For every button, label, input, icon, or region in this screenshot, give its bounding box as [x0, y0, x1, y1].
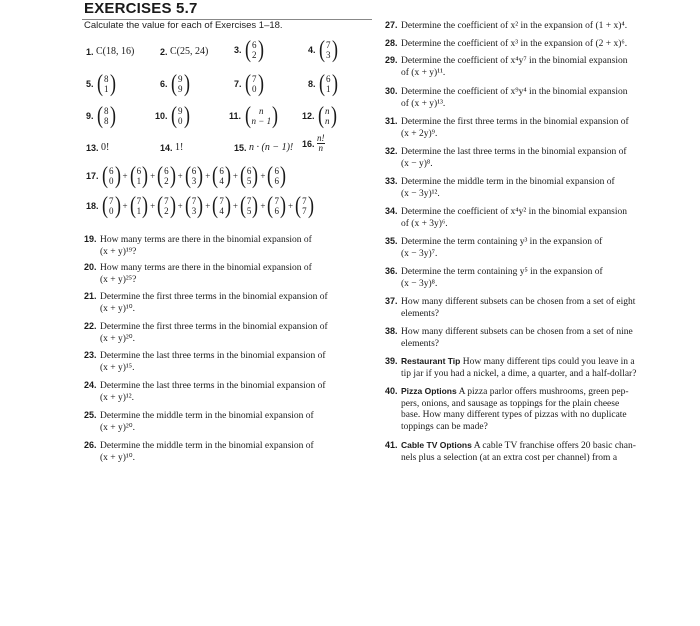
- plus-sign: +: [177, 201, 183, 211]
- exercise-expression: 1!: [175, 142, 184, 153]
- plus-sign: +: [260, 171, 266, 181]
- binomial-coefficient: ( 7 5 ): [239, 193, 259, 219]
- binomial-coefficient: ( 7 0 ): [245, 71, 264, 97]
- binomial-coefficient: ( 6 4 ): [212, 163, 231, 189]
- plus-sign: +: [260, 201, 266, 211]
- exercise-number: 14.: [160, 142, 173, 153]
- binomial-coefficient: ( 7 2 ): [157, 193, 176, 219]
- exercise-40: 40. Pizza Options A pizza parlor offers mushrooms, green pep- pers, onions, and sausage as toppings for the plain cheese base. How many different types of pizzas with no duplicate toppings can be made?: [385, 386, 629, 432]
- section-title: EXERCISES 5.7: [84, 0, 198, 17]
- exercise-30: 30. Determine the coefficient of x⁹y⁴ in the binomial expansion of (x + y)¹³.: [385, 86, 628, 109]
- plus-sign: +: [177, 171, 183, 181]
- exercise-number: 13.: [86, 142, 99, 153]
- binomial-coefficient: ( 6 6 ): [267, 163, 286, 189]
- binomial-coefficient: ( 6 0 ): [102, 163, 121, 189]
- plus-sign: +: [287, 201, 294, 211]
- exercise-4: [308, 38, 339, 62]
- exercise-24: 24. Determine the last three terms in the binomial expansion of (x + y)¹².: [84, 380, 326, 403]
- exercise-5: [86, 72, 117, 96]
- binomial-coefficient: ( 7 6 ): [267, 193, 286, 219]
- exercise-37: 37. How many different subsets can be chosen from a set of eight elements?: [385, 296, 636, 319]
- binomial-coefficient: ( 6 1 ): [129, 163, 149, 189]
- exercise-number: 11.: [229, 111, 242, 121]
- exercise-number: 5.: [86, 79, 94, 89]
- instruction-text: Calculate the value for each of Exercises 1–18.: [84, 20, 283, 31]
- exercise-14: [160, 142, 183, 153]
- binomial-coefficient: ( 9 9 ): [171, 71, 190, 97]
- exercise-number: 12.: [302, 111, 315, 121]
- exercise-7: [234, 72, 265, 96]
- exercise-10: [155, 104, 191, 128]
- binomial-coefficient: ( 6 3 ): [184, 163, 204, 189]
- exercise-2: [160, 46, 208, 57]
- exercise-expression: C(25, 24): [170, 46, 209, 57]
- plus-sign: +: [232, 201, 238, 211]
- binomial-coefficient: ( 9 0 ): [171, 103, 190, 129]
- exercise-number: 17.: [86, 171, 99, 181]
- binomial-coefficient: ( 8 8 ): [97, 103, 116, 129]
- binomial-coefficient: ( 7 0 ): [102, 193, 121, 219]
- exercise-number: 16.: [302, 138, 315, 149]
- exercise-27: 27. Determine the coefficient of x² in the expansion of (1 + x)⁴.: [385, 20, 628, 31]
- exercise-35: 35. Determine the term containing y³ in the expansion of (x − 3y)⁷.: [385, 236, 603, 259]
- exercise-17: [86, 164, 287, 188]
- binomial-coefficient: ( n n − 1 ): [244, 103, 279, 129]
- plus-sign: +: [150, 201, 156, 211]
- binomial-coefficient: ( 8 1 ): [97, 71, 116, 97]
- exercise-39: 39. Restaurant Tip How many different tips could you leave in a tip jar if you had a nickel, a dime, a quarter, and a half-dollar?: [385, 356, 637, 379]
- exercise-number: 15.: [234, 142, 247, 153]
- binomial-coefficient: ( 7 3 ): [184, 193, 204, 219]
- exercise-28: 28. Determine the coefficient of x³ in the expansion of (2 + x)⁶.: [385, 38, 628, 49]
- binomial-coefficient: ( n n ): [318, 103, 337, 129]
- exercise-3: [234, 38, 265, 62]
- exercise-number: 18.: [86, 201, 99, 211]
- exercise-row-1: [86, 46, 134, 57]
- binomial-coefficient: ( 7 7 ): [295, 193, 314, 219]
- exercise-expression: n · (n − 1)!: [249, 142, 294, 153]
- exercise-number: 7.: [234, 79, 242, 89]
- binomial-coefficient: ( 7 1 ): [129, 193, 149, 219]
- exercise-20: 20. How many terms are there in the binomial expansion of (x + y)²⁵?: [84, 262, 312, 285]
- plus-sign: +: [232, 171, 238, 181]
- exercise-26: 26. Determine the middle term in the binomial expansion of (x + y)¹⁰.: [84, 440, 314, 463]
- plus-sign: +: [122, 201, 128, 211]
- plus-sign: +: [205, 201, 211, 211]
- binomial-coefficient: ( 6 2 ): [245, 37, 264, 63]
- exercise-38: 38. How many different subsets can be chosen from a set of nine elements?: [385, 326, 633, 349]
- exercise-number: 2.: [160, 46, 168, 57]
- exercise-12: [302, 104, 338, 128]
- exercise-19: 19. How many terms are there in the binomial expansion of (x + y)¹⁹?: [84, 234, 312, 257]
- exercise-13: [86, 142, 109, 153]
- exercise-11: [229, 104, 279, 128]
- exercise-16: [302, 134, 325, 153]
- exercise-expression: C(18, 16): [96, 46, 135, 57]
- exercise-25: 25. Determine the middle term in the binomial expansion of (x + y)²⁰.: [84, 410, 314, 433]
- fraction: $\frac{n!}{n}$: [317, 133, 325, 153]
- exercise-number: 4.: [308, 45, 316, 55]
- exercise-21: 21. Determine the first three terms in the binomial expansion of (x + y)¹⁰.: [84, 291, 328, 314]
- plus-sign: +: [150, 171, 156, 181]
- exercise-31: 31. Determine the first three terms in the binomial expansion of (x + 2y)⁹.: [385, 116, 629, 139]
- exercise-34: 34. Determine the coefficient of x⁴y² in the binomial expansion of (x + 3y)⁶.: [385, 206, 628, 229]
- exercise-9: [86, 104, 117, 128]
- exercise-36: 36. Determine the term containing y⁵ in the expansion of (x − 3y)⁸.: [385, 266, 603, 289]
- binomial-coefficient: ( 6 5 ): [239, 163, 259, 189]
- exercise-6: [160, 72, 191, 96]
- plus-sign: +: [205, 171, 211, 181]
- exercise-33: 33. Determine the middle term in the binomial expansion of (x − 3y)¹².: [385, 176, 615, 199]
- exercise-number: 10.: [155, 111, 168, 121]
- exercise-18: [86, 194, 315, 218]
- exercise-29: 29. Determine the coefficient of x⁴y⁷ in the binomial expansion of (x + y)¹¹.: [385, 55, 628, 78]
- exercise-number: 6.: [160, 79, 168, 89]
- binomial-coefficient: ( 7 3 ): [319, 37, 338, 63]
- exercise-15: [234, 142, 293, 153]
- exercise-number: 1.: [86, 46, 94, 57]
- exercise-number: 8.: [308, 79, 316, 89]
- exercise-41: 41. Cable TV Options A cable TV franchise offers 20 basic chan- nels plus a selection (at an extra cost per channel) from a: [385, 440, 636, 463]
- plus-sign: +: [122, 171, 128, 181]
- binomial-coefficient: ( 7 4 ): [212, 193, 231, 219]
- binomial-coefficient: ( 6 2 ): [157, 163, 176, 189]
- exercise-23: 23. Determine the last three terms in the binomial expansion of (x + y)¹⁵.: [84, 350, 326, 373]
- exercise-number: 3.: [234, 45, 242, 55]
- exercise-32: 32. Determine the last three terms in the binomial expansion of (x − y)⁸.: [385, 146, 627, 169]
- exercise-expression: 0!: [101, 142, 110, 153]
- exercise-22: 22. Determine the first three terms in the binomial expansion of (x + y)²⁰.: [84, 321, 328, 344]
- exercise-number: 9.: [86, 111, 94, 121]
- exercise-8: [308, 72, 339, 96]
- binomial-coefficient: ( 6 1 ): [319, 71, 338, 97]
